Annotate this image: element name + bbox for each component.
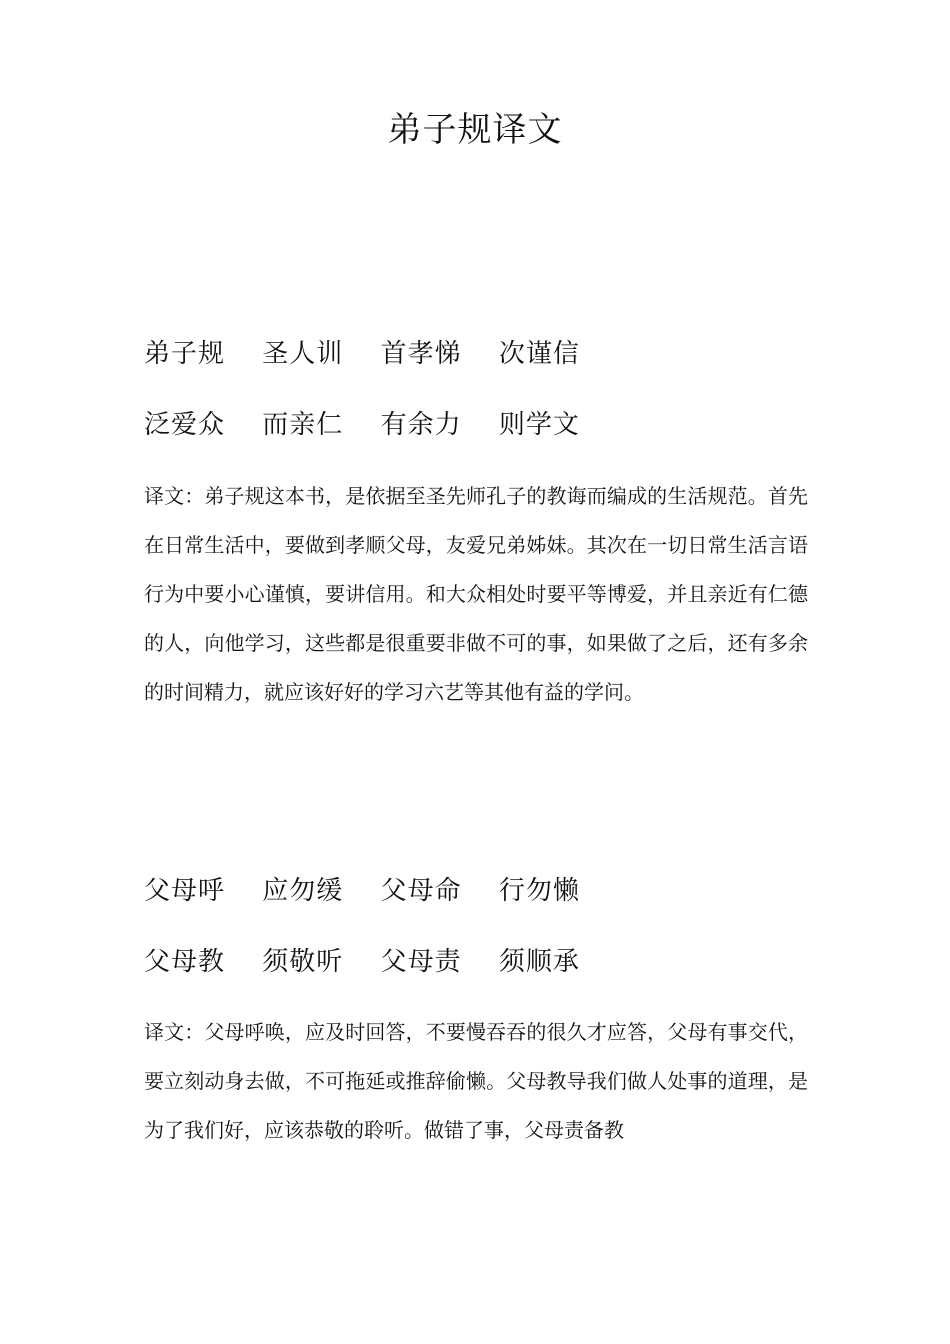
verse-line xyxy=(144,870,580,907)
verse-line xyxy=(144,404,580,441)
verse-phrase: 行勿懒 xyxy=(498,876,580,906)
verse-phrase: 须顺承 xyxy=(498,947,580,977)
verse-phrase: 父母责 xyxy=(380,947,462,977)
translation-paragraph: 译文：弟子规这本书，是依据至圣先师孔子的教诲而编成的生活规范。首先在日常生活中，要做到孝顺父母，友爱兄弟姊妹。其次在一切日常生活言语行为中要小心谨慎，要讲信用。和大众相处时要平等博爱，并且亲近有仁德的人，向他学习，这些都是很重要非做不可的事，如果做了之后，还有多余的时间精力，就应该好好的学习六艺等其他有益的学问。 xyxy=(144,484,808,704)
verse-phrase: 泛爱众 xyxy=(144,410,226,440)
verse-phrase: 弟子规 xyxy=(144,339,226,369)
verse-phrase: 首孝悌 xyxy=(380,339,462,369)
verse-phrase: 有余力 xyxy=(380,410,462,440)
verse-line xyxy=(144,941,580,978)
document-title: 弟子规译文 xyxy=(387,110,563,150)
verse-phrase: 次谨信 xyxy=(498,339,580,369)
verse-phrase: 则学文 xyxy=(498,410,580,440)
verse-phrase: 而亲仁 xyxy=(262,410,344,440)
verse-phrase: 圣人训 xyxy=(262,339,344,369)
verse-line xyxy=(144,333,580,370)
verse-phrase: 应勿缓 xyxy=(262,876,344,906)
verse-phrase: 父母命 xyxy=(380,876,462,906)
verse-phrase: 父母呼 xyxy=(144,876,226,906)
translation-paragraph: 译文：父母呼唤，应及时回答，不要慢吞吞的很久才应答，父母有事交代，要立刻动身去做，不可拖延或推辞偷懒。父母教导我们做人处事的道理，是为了我们好，应该恭敬的聆听。做错了事，父母责备教 xyxy=(144,1020,808,1142)
verse-phrase: 须敬听 xyxy=(262,947,344,977)
verse-phrase: 父母教 xyxy=(144,947,226,977)
